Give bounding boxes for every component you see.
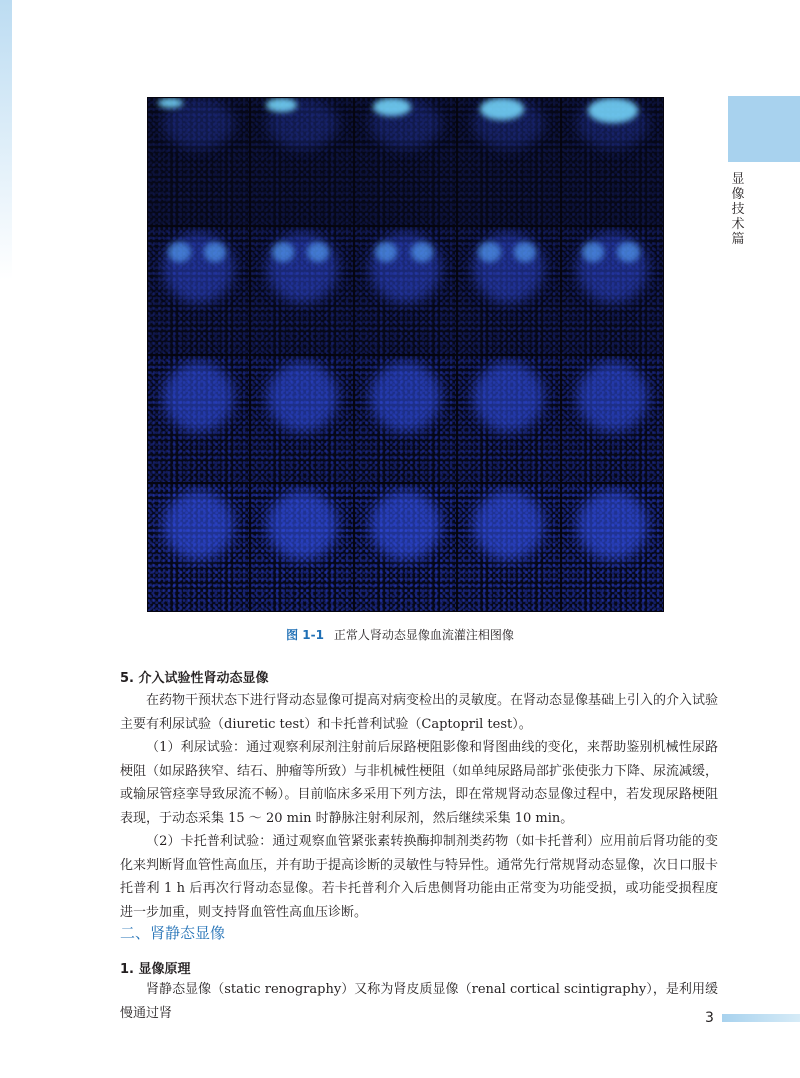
section-5-body [120,689,718,924]
scan-frame [148,356,249,483]
paragraph-captopril-test: （2）卡托普利试验：通过观察血管紧张素转换酶抑制剂类药物（如卡托普利）应用前后肾功能的变化来判断肾血管性高血压，并有助于提高诊断的灵敏性与特异性。通常先行常规肾动态显像，次日口服卡托普利 1 h 后再次行肾动态显像。若卡托普利介入后患侧肾功能由正常变为功能受损，或功能受损程度进一步加重，则支持肾血管性高血压诊断。 [120,834,719,920]
figure-caption-text: 正常人肾动态显像血流灌注相图像 [333,628,514,642]
marker-right: R [240,57,247,66]
scan-frame [148,227,249,354]
scan-frame [458,484,559,611]
scan-frame [355,98,456,225]
scan-frame [562,484,663,611]
renal-perfusion-figure [147,97,664,612]
scan-frame [458,98,559,225]
chapter-side-label: 显像技术篇 [731,172,745,247]
page-edge-gradient [0,0,12,280]
marker-left: L [149,57,155,66]
chapter-side-tab [728,96,800,162]
paragraph-static-renography: 肾静态显像（static renography）又称为肾皮质显像（renal cortical scintigraphy），是利用缓慢通过肾 [120,982,718,1021]
scan-frame [251,98,352,225]
scan-frame [355,356,456,483]
section-2-heading: 二、肾静态显像 [120,924,226,942]
section-2-subheading: 1. 显像原理 [120,962,191,977]
scan-frame [355,484,456,611]
paragraph-intro: 在药物干预状态下进行肾动态显像可提高对病变检出的灵敏度。在肾动态显像基础上引入的介入试验主要有利尿试验（diuretic test）和卡托普利试验（Captopril test）。 [120,693,719,732]
scan-frame [458,227,559,354]
scan-frame [148,98,249,225]
page-number-bar [722,1014,800,1022]
scan-frame [251,356,352,483]
scan-frame [562,98,663,225]
section-5-heading: 5. 介入试验性肾动态显像 [120,671,269,686]
scan-frame [355,227,456,354]
figure-caption [0,626,800,643]
section-2-body [120,978,718,1025]
scan-frame [562,356,663,483]
scan-frame [251,484,352,611]
scan-frame [148,484,249,611]
scan-frame [458,356,559,483]
figure-caption-number: 图 1-1 [286,628,324,642]
scan-frame [251,227,352,354]
page-number: 3 [705,1010,714,1026]
paragraph-diuretic-test: （1）利尿试验：通过观察利尿剂注射前后尿路梗阻影像和肾图曲线的变化，来帮助鉴别机械性尿路梗阻（如尿路狭窄、结石、肿瘤等所致）与非机械性梗阻（如单纯尿路局部扩张使张力下降、尿流减缓，或输尿管痉挛导致尿流不畅）。目前临床多采用下列方法，即在常规肾动态显像过程中，若发现尿路梗阻表现，于动态采集 15 ～ 20 min 时静脉注射利尿剂，然后继续采集 10 min。 [120,740,719,826]
scan-frame [562,227,663,354]
